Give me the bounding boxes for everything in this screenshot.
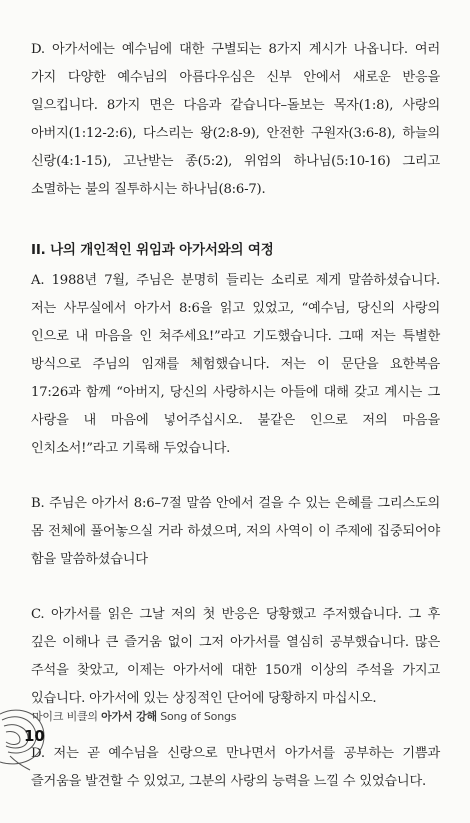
paragraph-d: D. 저는 곧 예수님을 신랑으로 만나면서 아가서를 공부하는 기쁨과 즐거움을 발견할 수 있었고, 그분의 사랑의 능력을 느낄 수 있었습니다. bbox=[31, 746, 440, 789]
paragraph-c: C. 아가서를 읽은 그날 저의 첫 반응은 당황했고 주저했습니다. 그 후 깊은 이해나 큰 즐거움 없이 그저 아가서를 열심히 공부했습니다. 많은 주석을 찾았고, 이제는 아가서에 대한 150개 이상의 주석을 가지고 있습니다. 아가서에 있는 상징적인 단어에 당황하지 마십시오. bbox=[31, 607, 440, 706]
paragraph-a: A. 1988년 7월, 주님은 분명히 들리는 소리로 제게 말씀하셨습니다. 저는 사무실에서 아가서 8:6을 읽고 있었고, “예수님, 당신의 사랑의 인으로 내 마음을 인 쳐주세요!”라고 기도했습니다. 그때 저는 특별한 방식으로 주님의 임재를 체험했습니다. 저는 이 문단을 요한복음 17:26과 함께 “아버지, 당신의 사랑하시는 아들에 대해 갖고 계시는 그 사랑을 내 마음에 넣어주십시오. 불같은 인으로 저의 마음을 인치소서!”라고 기록해 두었습니다. bbox=[31, 273, 440, 456]
footer-author: 마이크 비클의 bbox=[32, 710, 98, 723]
paragraph-b: B. 주님은 아가서 8:6–7절 말씀 안에서 걸을 수 있는 은혜를 그리스도의 몸 전체에 풀어놓으실 거라 하셨으며, 저의 사역이 이 주제에 집중되어야 함을 말씀하셨습니다 bbox=[31, 496, 440, 567]
page-number: 10 bbox=[24, 727, 45, 745]
section-heading: II. 나의 개인적인 위임과 아가서와의 여정 bbox=[31, 242, 274, 258]
footer-book-title: 아가서 강해 bbox=[101, 710, 157, 723]
running-footer bbox=[32, 708, 236, 724]
footer-english-title: Song of Songs bbox=[160, 710, 237, 723]
page-body bbox=[31, 36, 440, 823]
paragraph-d-revelations: D. 아가서에는 예수님에 대한 구별되는 8가지 계시가 나옵니다. 여러 가지 다양한 예수님의 아름다우심은 신부 안에서 새로운 반응을 일으킵니다. 8가지 면은 다음과 같습니다–돌보는 목자(1:8), 사랑의 아버지(1:12-2:6), 다스리는 왕(2:8-9), 안전한 구원자(3:6-8), 하늘의 신랑(4:1-15), 고난받는 종(5:2), 위엄의 하나님(5:10-16) 그리고 소멸하는 불의 질투하시는 하나님(8:6-7). bbox=[31, 42, 440, 197]
